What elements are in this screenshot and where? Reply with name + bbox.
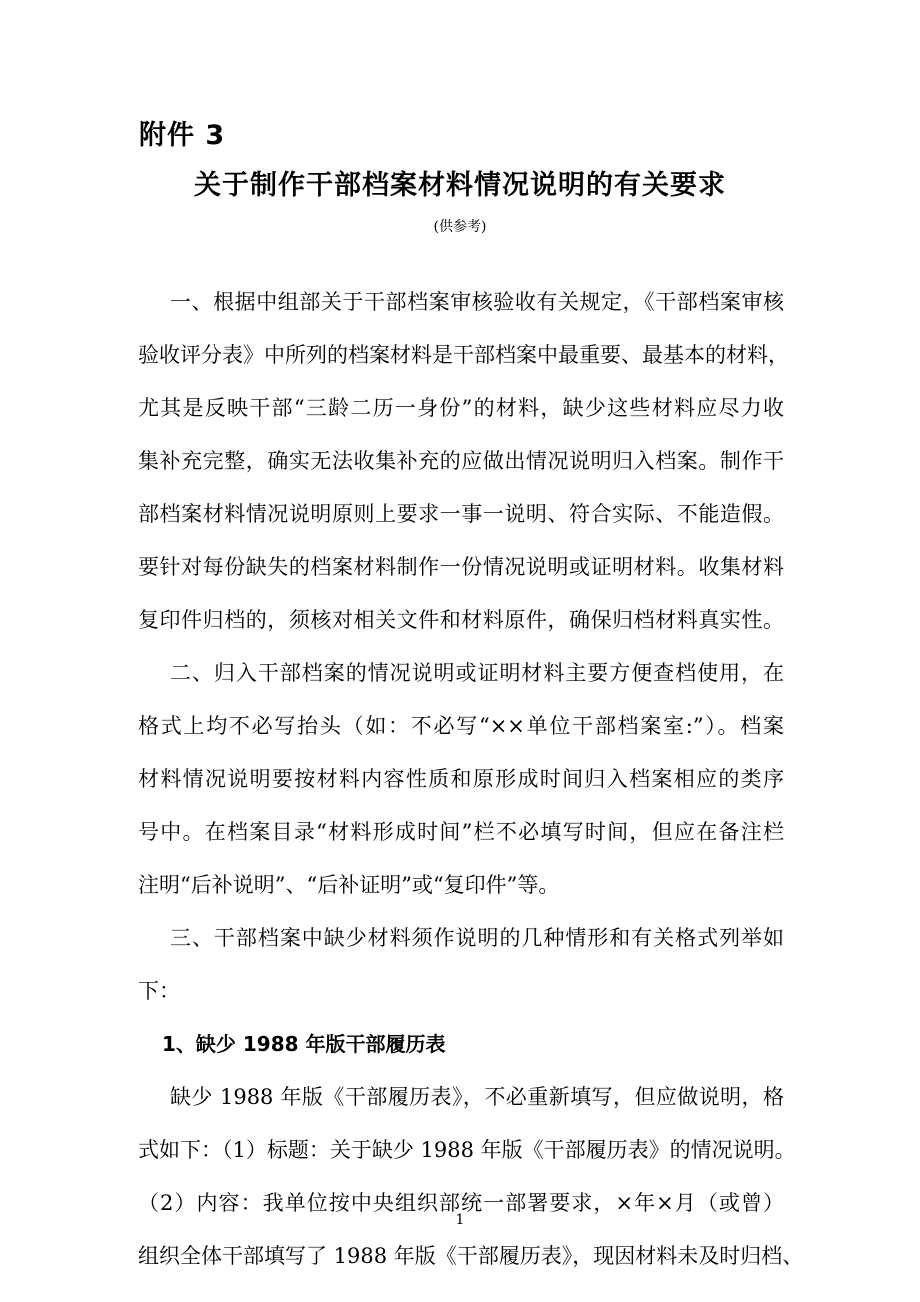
paragraph-4-line-4: 组织全体干部填写了 1988 年版《干部履历表》，现因材料未及时归档、	[138, 1244, 804, 1268]
paragraph-2-line-3: 材料情况说明要按材料内容性质和原形成时间归入档案相应的类序	[138, 767, 784, 791]
section-heading-1: 1、缺少 1988 年版干部履历表	[162, 1032, 446, 1056]
paragraph-1-line-7: 复印件归档的，须核对相关文件和材料原件，确保归档材料真实性。	[138, 608, 784, 632]
paragraph-2-line-2: 格式上均不必写抬头（如：不必写“××单位干部档案室:”）。档案	[138, 714, 784, 738]
paragraph-1-line-6: 要针对每份缺失的档案材料制作一份情况说明或证明材料。收集材料	[138, 555, 784, 579]
paragraph-1-line-4: 集补充完整，确实无法收集补充的应做出情况说明归入档案。制作干	[138, 449, 784, 473]
paragraph-1-line-5: 部档案材料情况说明原则上要求一事一说明、符合实际、不能造假。	[138, 502, 784, 526]
paragraph-3-line-2: 下：	[138, 979, 180, 1003]
paragraph-2-line-5: 注明“后补说明”、“后补证明”或“复印件”等。	[138, 873, 560, 897]
paragraph-4-line-3: （2）内容：我单位按中央组织部统一部署要求，×年×月（或曾）	[138, 1191, 784, 1215]
paragraph-4-line-1: 缺少 1988 年版《干部履历表》，不必重新填写，但应做说明，格	[170, 1085, 784, 1109]
paragraph-1-line-3: 尤其是反映干部“三龄二历一身份”的材料，缺少这些材料应尽力收	[138, 396, 784, 420]
document-title: 关于制作干部档案材料情况说明的有关要求	[194, 170, 726, 201]
paragraph-2-line-1: 二、归入干部档案的情况说明或证明材料主要方便查档使用，在	[170, 661, 784, 685]
page-number: 1	[455, 1212, 465, 1228]
attachment-label: 附件 3	[139, 120, 226, 151]
document-subtitle: (供参考)	[433, 219, 487, 235]
paragraph-3-line-1: 三、干部档案中缺少材料须作说明的几种情形和有关格式列举如	[170, 926, 784, 950]
paragraph-2-line-4: 号中。在档案目录“材料形成时间”栏不必填写时间，但应在备注栏	[138, 820, 784, 844]
paragraph-4-line-2: 式如下：（1）标题：关于缺少 1988 年版《干部履历表》的情况说明。	[138, 1138, 796, 1162]
paragraph-1-line-2: 验收评分表》中所列的档案材料是干部档案中最重要、最基本的材料，	[138, 343, 789, 367]
paragraph-1-line-1: 一、根据中组部关于干部档案审核验收有关规定，《干部档案审核	[170, 290, 784, 314]
